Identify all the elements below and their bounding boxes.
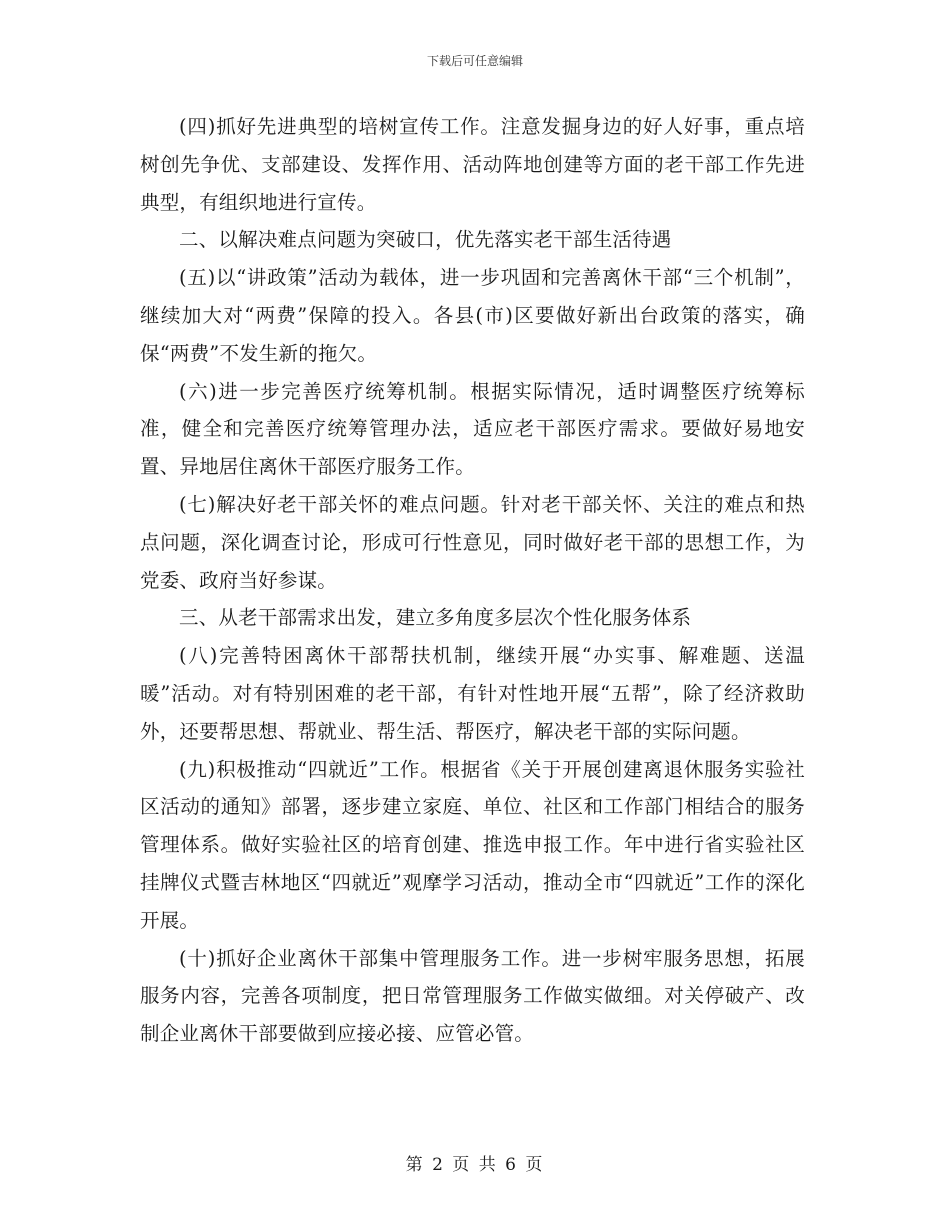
paragraph-7: (七)解决好老干部关怀的难点问题。针对老干部关怀、关注的难点和热点问题，深化调查讨论，形成可行性意见，同时做好老干部的思想工作，为党委、政府当好参谋。 [140,492,805,592]
paragraph-10: (十)抓好企业离休干部集中管理服务工作。进一步树牢服务思想，拓展服务内容，完善各项制度，把日常管理服务工作做实做细。对关停破产、改制企业离休干部要做到应接必接、应管必管。 [140,946,805,1046]
paragraph-9: (九)积极推动“四就近”工作。根据省《关于开展创建离退休服务实验社区活动的通知》部署，逐步建立家庭、单位、社区和工作部门相结合的服务管理体系。做好实验社区的培育创建、推选申报工作。年中进行省实验社区挂牌仪式暨吉林地区“四就近”观摩学习活动，推动全市“四就近”工作的深化开展。 [140,757,805,932]
section-heading-3: 三、从老干部需求出发，建立多角度多层次个性化服务体系 [179,606,692,630]
header-note: 下载后可任意编辑 [426,54,523,68]
section-heading-2: 二、以解决难点问题为突破口，优先落实老干部生活待遇 [179,228,672,252]
paragraph-4: (四)抓好先进典型的培树宣传工作。注意发掘身边的好人好事，重点培树创先争优、支部建设、发挥作用、活动阵地创建等方面的老干部工作先进典型，有组织地进行宣传。 [140,115,805,214]
paragraph-5: (五)以“讲政策”活动为载体，进一步巩固和完善离休干部“三个机制”，继续加大对“两费”保障的投入。各县(市)区要做好新出台政策的落实，确保“两费”不发生新的拖欠。 [140,266,805,365]
paragraph-8: (八)完善特困离休干部帮扶机制，继续开展“办实事、解难题、送温暖”活动。对有特别困难的老干部，有针对性地开展“五帮”，除了经济救助外，还要帮思想、帮就业、帮生活、帮医疗，解决老干部的实际问题。 [140,644,805,743]
document-body [140,108,805,1053]
page-number-footer: 第 2 页 共 6 页 [405,1155,545,1175]
paragraph-6: (六)进一步完善医疗统筹机制。根据实际情况，适时调整医疗统筹标准，健全和完善医疗统筹管理办法，适应老干部医疗需求。要做好易地安置、异地居住离休干部医疗服务工作。 [140,379,805,479]
